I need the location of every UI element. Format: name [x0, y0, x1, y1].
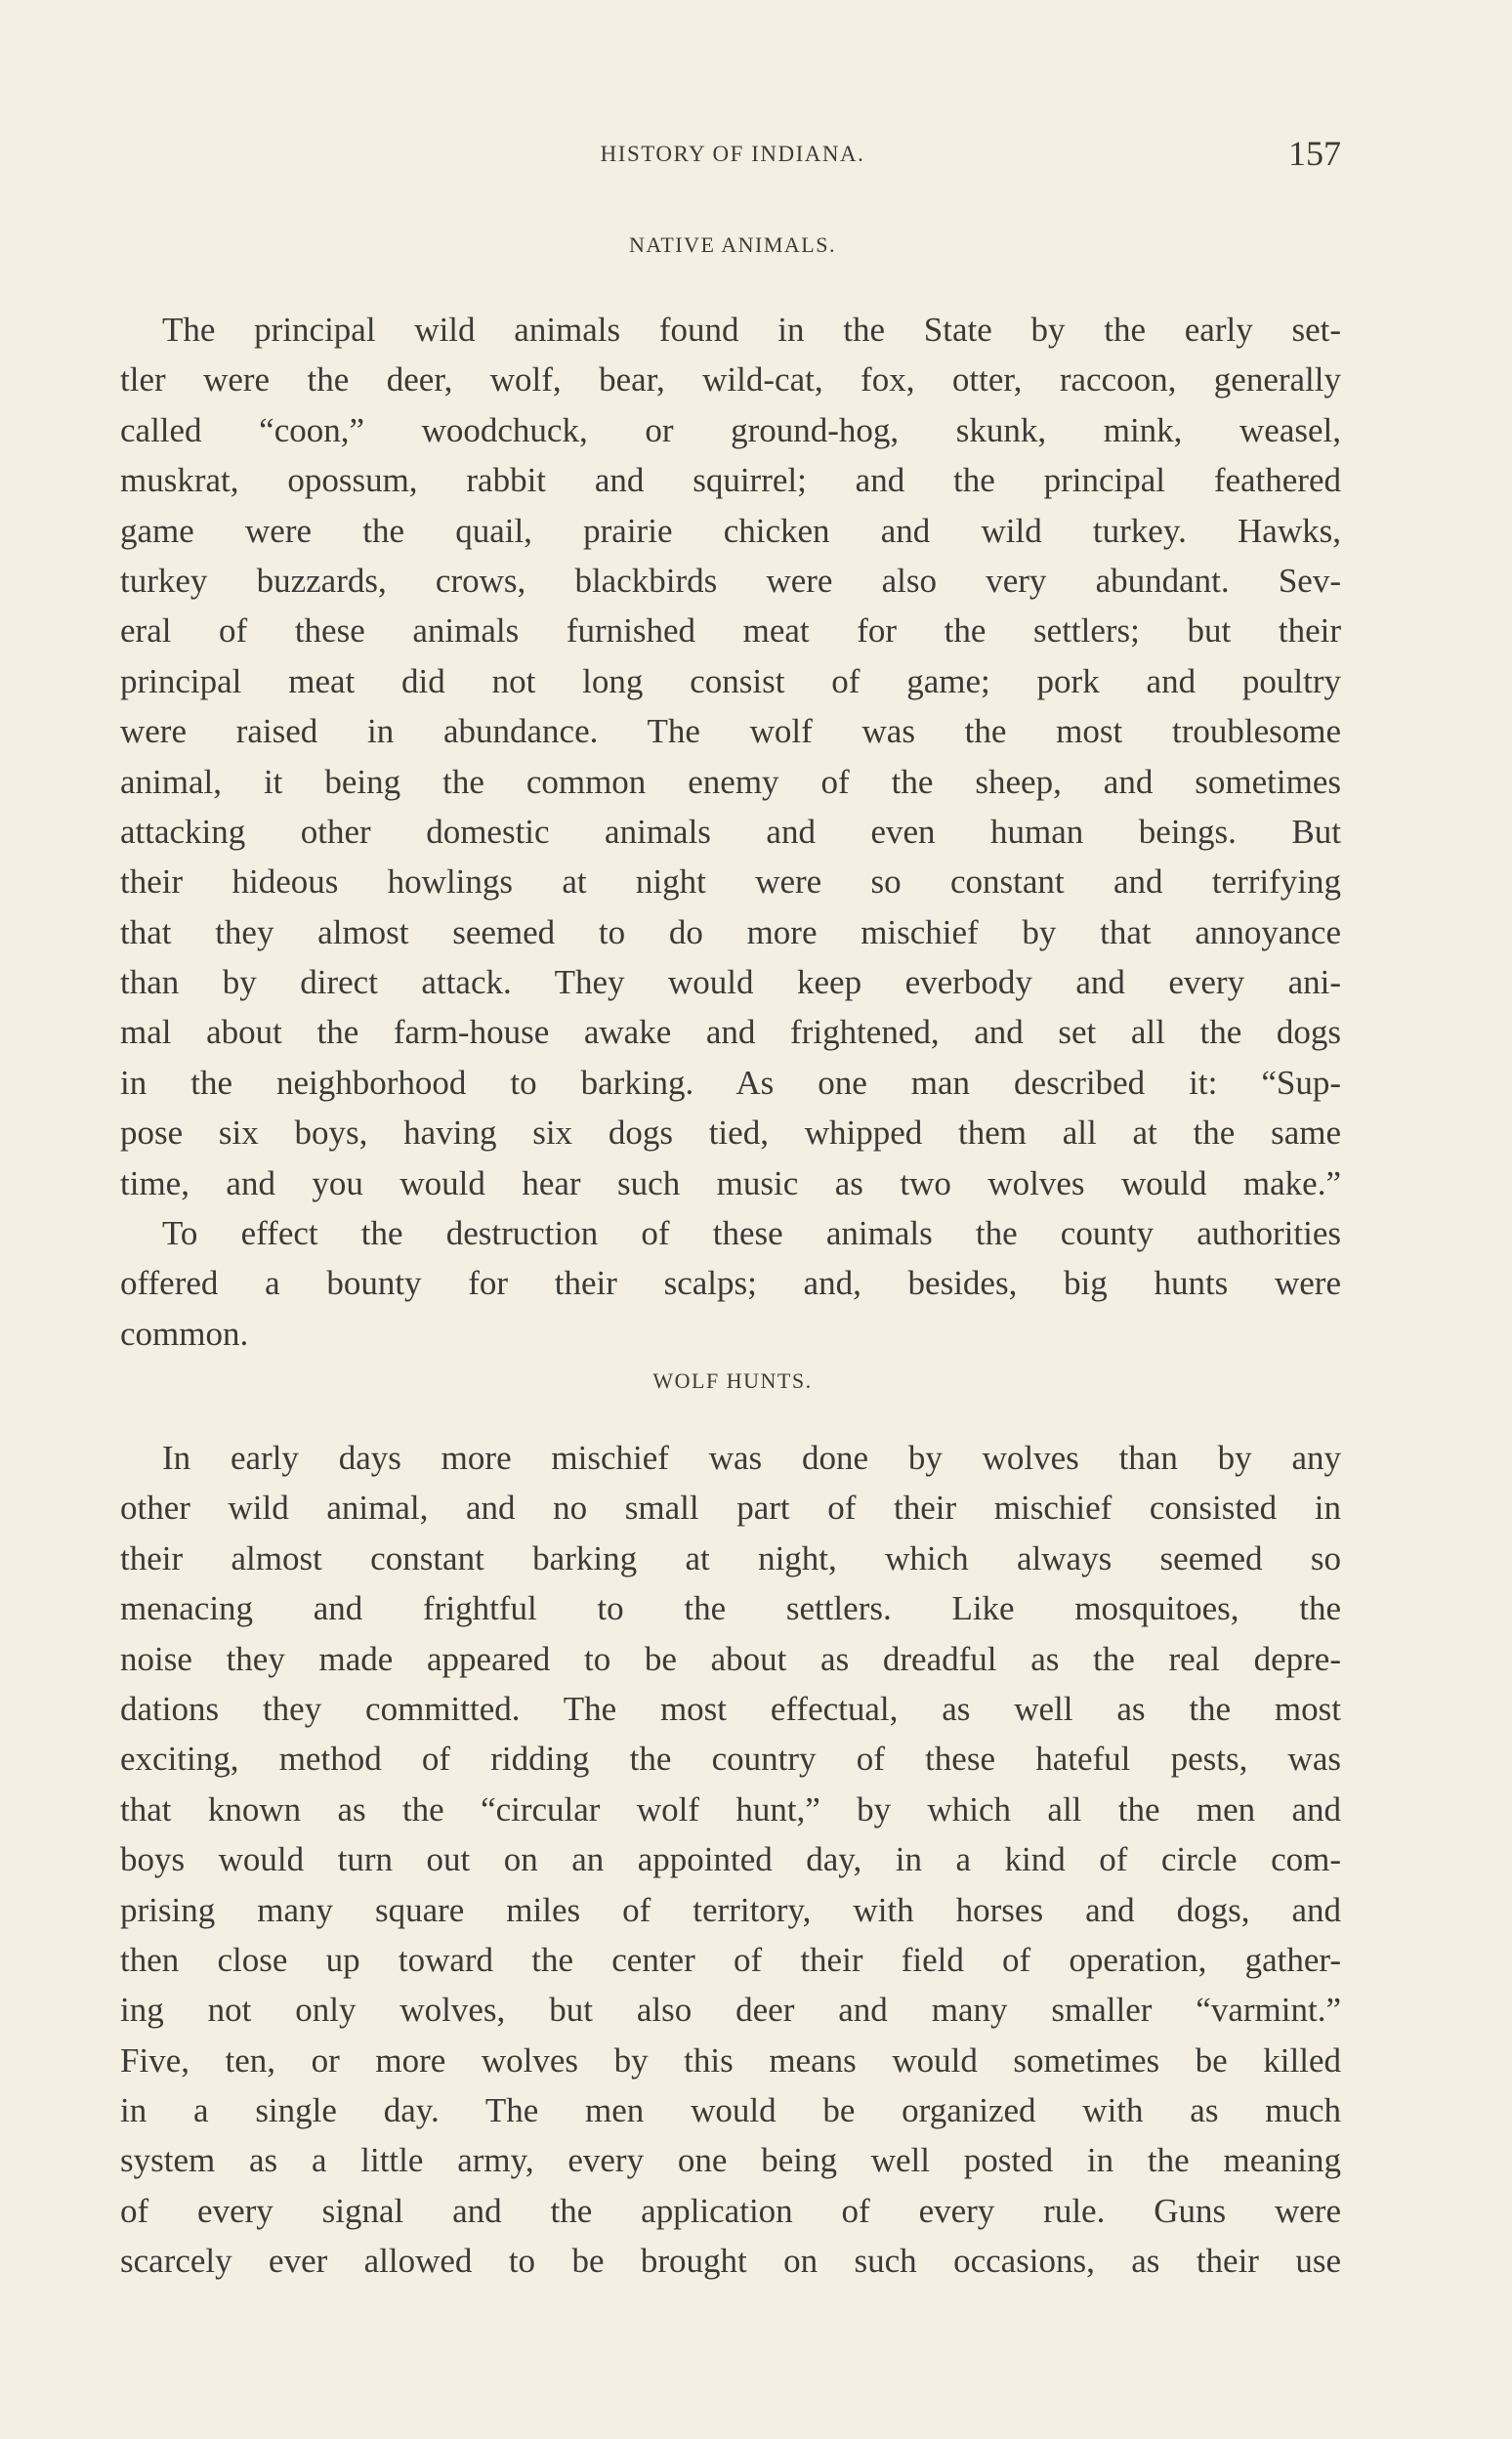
text-line: exciting, method of ridding the country of these hateful pests, was: [120, 1740, 1341, 1779]
native-animals-text: [120, 305, 1341, 1359]
text-line: In early days more mischief was done by wolves than by any: [162, 1439, 1341, 1477]
text-line: that they almost seemed to do more mischief by that annoyance: [120, 912, 1341, 951]
text-line: in a single day. The men would be organized with as much: [120, 2091, 1341, 2130]
text-line: turkey buzzards, crows, blackbirds were also very abundant. Sev-: [120, 561, 1341, 600]
text-line: menacing and frightful to the settlers. Like mosquitoes, the: [120, 1589, 1341, 1628]
text-line: common.: [120, 1314, 249, 1353]
section-heading-wolf-hunts: WOLF HUNTS.: [652, 1368, 813, 1393]
text-line: time, and you would hear such music as two wolves would make.”: [120, 1163, 1341, 1202]
text-line: mal about the farm-house awake and frightened, and set all the dogs: [120, 1013, 1341, 1052]
text-line: scarcely ever allowed to be brought on such occasions, as their use: [120, 2242, 1341, 2281]
text-line: The principal wild animals found in the State by the early set-: [162, 311, 1341, 349]
text-line: To effect the destruction of these animals the county authorities: [162, 1214, 1341, 1253]
text-line: in the neighborhood to barking. As one man described it: “Sup-: [120, 1063, 1341, 1102]
text-line: than by direct attack. They would keep everbody and every ani-: [120, 963, 1341, 1002]
text-line: their almost constant barking at night, which always seemed so: [120, 1538, 1341, 1577]
text-line: dations they committed. The most effectual, as well as the most: [120, 1689, 1341, 1728]
text-line: ing not only wolves, but also deer and many smaller “varmint.”: [120, 1991, 1341, 2030]
text-line: other wild animal, and no small part of their mischief consisted in: [120, 1489, 1341, 1528]
text-line: muskrat, opossum, rabbit and squirrel; and the principal feathered: [120, 461, 1341, 500]
text-line: boys would turn out on an appointed day, in a kind of circle com-: [120, 1840, 1341, 1879]
text-line: of every signal and the application of every rule. Guns were: [120, 2191, 1341, 2230]
text-line: that known as the “circular wolf hunt,” by which all the men and: [120, 1789, 1341, 1829]
text-line: called “coon,” woodchuck, or ground-hog, skunk, mink, weasel,: [120, 410, 1341, 449]
text-line: offered a bounty for their scalps; and, besides, big hunts were: [120, 1264, 1341, 1303]
text-line: attacking other domestic animals and even human beings. But: [120, 812, 1341, 851]
page-number: 157: [1288, 134, 1341, 173]
wolf-hunts-text: [120, 1433, 1341, 2287]
text-line: system as a little army, every one being well posted in the meaning: [120, 2141, 1341, 2180]
text-line: principal meat did not long consist of game; pork and poultry: [120, 661, 1341, 700]
text-line: their hideous howlings at night were so constant and terrifying: [120, 862, 1341, 902]
section-heading-native-animals: NATIVE ANIMALS.: [629, 232, 836, 257]
text-line: prising many square miles of territory, with horses and dogs, and: [120, 1890, 1341, 1929]
text-line: pose six boys, having six dogs tied, whipped them all at the same: [120, 1114, 1341, 1153]
text-line: game were the quail, prairie chicken and wild turkey. Hawks,: [120, 511, 1341, 550]
text-line: noise they made appeared to be about as dreadful as the real depre-: [120, 1639, 1341, 1678]
text-line: eral of these animals furnished meat for the settlers; but their: [120, 611, 1341, 651]
text-line: Five, ten, or more wolves by this means would sometimes be killed: [120, 2040, 1341, 2080]
text-line: were raised in abundance. The wolf was the most troublesome: [120, 712, 1341, 751]
text-line: animal, it being the common enemy of the sheep, and sometimes: [120, 762, 1341, 801]
text-line: tler were the deer, wolf, bear, wild-cat, fox, otter, raccoon, generally: [120, 360, 1341, 399]
text-line: then close up toward the center of their field of operation, gather-: [120, 1940, 1341, 1979]
running-head: HISTORY OF INDIANA.: [600, 142, 865, 166]
